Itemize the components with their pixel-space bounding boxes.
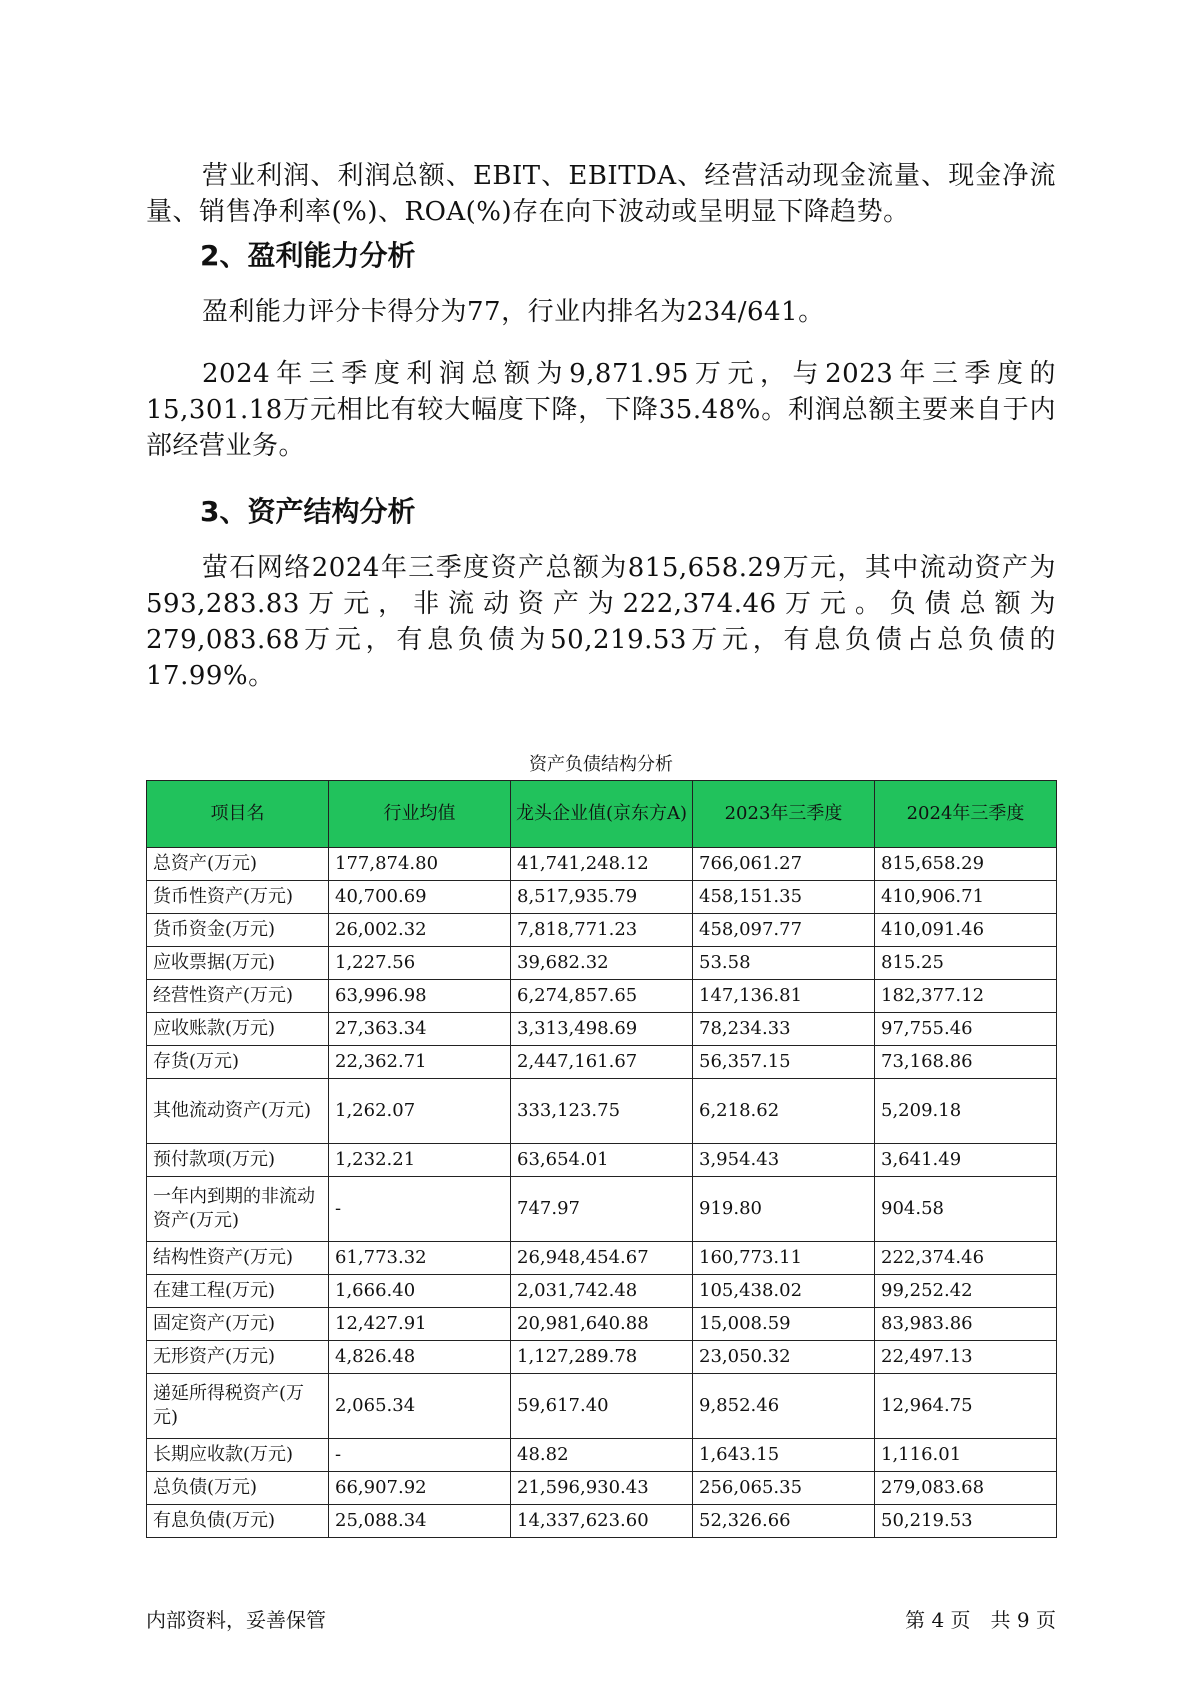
table-cell: 63,996.98: [329, 980, 511, 1013]
table-cell: 99,252.42: [875, 1275, 1057, 1308]
paragraph-total-profit: 2024年三季度利润总额为9,871.95万元，与2023年三季度的15,301.18万元相比有较大幅度下降，下降35.48%。利润总额主要来自于内部经营业务。: [146, 359, 1056, 461]
table-cell: 20,981,640.88: [511, 1308, 693, 1341]
table-cell: 1,227.56: [329, 947, 511, 980]
table-row-label: 无形资产(万元): [147, 1341, 329, 1374]
header-industry-avg: 行业均值: [329, 781, 511, 848]
table-row: [147, 1472, 1057, 1505]
table-row: [147, 1505, 1057, 1538]
header-leader-value: 龙头企业值(京东方A): [511, 781, 693, 848]
table-cell: 1,262.07: [329, 1079, 511, 1144]
table-cell: 410,906.71: [875, 881, 1057, 914]
table-row-label: 结构性资产(万元): [147, 1242, 329, 1275]
table-cell: 53.58: [693, 947, 875, 980]
table-cell: 222,374.46: [875, 1242, 1057, 1275]
table-cell: 26,002.32: [329, 914, 511, 947]
paragraph-profit-score: 盈利能力评分卡得分为77，行业内排名为234/641。: [202, 297, 825, 327]
table-row: [147, 1013, 1057, 1046]
table-row: [147, 914, 1057, 947]
table-cell: 904.58: [875, 1177, 1057, 1242]
table-cell: 4,826.48: [329, 1341, 511, 1374]
table-cell: 40,700.69: [329, 881, 511, 914]
table-cell: 2,031,742.48: [511, 1275, 693, 1308]
table-row: [147, 980, 1057, 1013]
table-cell: 26,948,454.67: [511, 1242, 693, 1275]
table-cell: 3,954.43: [693, 1144, 875, 1177]
table-cell: 21,596,930.43: [511, 1472, 693, 1505]
table-row-label: 长期应收款(万元): [147, 1439, 329, 1472]
table-row: [147, 947, 1057, 980]
table-row: [147, 881, 1057, 914]
table-cell: 6,274,857.65: [511, 980, 693, 1013]
table-cell: 39,682.32: [511, 947, 693, 980]
table-cell: 1,643.15: [693, 1439, 875, 1472]
header-item: 项目名: [147, 781, 329, 848]
table-row-label: 总资产(万元): [147, 848, 329, 881]
table-row: [147, 1439, 1057, 1472]
table-row-label: 货币资金(万元): [147, 914, 329, 947]
table-cell: 41,741,248.12: [511, 848, 693, 881]
table-cell: 3,641.49: [875, 1144, 1057, 1177]
table-cell: 12,964.75: [875, 1374, 1057, 1439]
table-cell: 23,050.32: [693, 1341, 875, 1374]
paragraph-asset-summary: 萤石网络2024年三季度资产总额为815,658.29万元，其中流动资产为593,283.83万元，非流动资产为222,374.46万元。负债总额为279,083.68万元，有息负债为50,219.53万元，有息负债占总负债的17.99%。: [146, 553, 1056, 691]
table-row: [147, 1242, 1057, 1275]
table-row-label: 货币性资产(万元): [147, 881, 329, 914]
table-row-label: 在建工程(万元): [147, 1275, 329, 1308]
table-row-label: 固定资产(万元): [147, 1308, 329, 1341]
table-cell: 59,617.40: [511, 1374, 693, 1439]
table-cell: 1,666.40: [329, 1275, 511, 1308]
table-cell: -: [329, 1439, 511, 1472]
table-row-label: 递延所得税资产(万元): [147, 1374, 329, 1439]
footer-page-number: 第 4 页 共 9 页: [905, 1608, 1056, 1632]
table-cell: 919.80: [693, 1177, 875, 1242]
table-cell: 5,209.18: [875, 1079, 1057, 1144]
table-row-label: 应收票据(万元): [147, 947, 329, 980]
table-cell: 97,755.46: [875, 1013, 1057, 1046]
table-row: [147, 1046, 1057, 1079]
table-row: [147, 1144, 1057, 1177]
table-row-label: 经营性资产(万元): [147, 980, 329, 1013]
table-cell: 48.82: [511, 1439, 693, 1472]
table-cell: 279,083.68: [875, 1472, 1057, 1505]
table-row-label: 存货(万元): [147, 1046, 329, 1079]
table-cell: 2,447,161.67: [511, 1046, 693, 1079]
heading-profitability: 2、盈利能力分析: [200, 239, 416, 272]
table-header-row: [147, 781, 1057, 848]
table-cell: 1,232.21: [329, 1144, 511, 1177]
table-row: [147, 1341, 1057, 1374]
table-cell: 66,907.92: [329, 1472, 511, 1505]
table-cell: 2,065.34: [329, 1374, 511, 1439]
table-cell: 182,377.12: [875, 980, 1057, 1013]
table-row: [147, 1374, 1057, 1439]
table-row: [147, 1177, 1057, 1242]
table-cell: 25,088.34: [329, 1505, 511, 1538]
table-cell: 78,234.33: [693, 1013, 875, 1046]
table-cell: 815,658.29: [875, 848, 1057, 881]
header-2023-q3: 2023年三季度: [693, 781, 875, 848]
heading-asset-structure: 3、资产结构分析: [200, 495, 416, 528]
table-cell: 15,008.59: [693, 1308, 875, 1341]
table-cell: 3,313,498.69: [511, 1013, 693, 1046]
table-cell: 766,061.27: [693, 848, 875, 881]
paragraph-trend: 营业利润、利润总额、EBIT、EBITDA、经营活动现金流量、现金净流量、销售净利率(%)、ROA(%)存在向下波动或呈明显下降趋势。: [146, 161, 1056, 227]
table-cell: 50,219.53: [875, 1505, 1057, 1538]
table-row-label: 其他流动资产(万元): [147, 1079, 329, 1144]
table-cell: 458,097.77: [693, 914, 875, 947]
table-cell: 27,363.34: [329, 1013, 511, 1046]
table-cell: 256,065.35: [693, 1472, 875, 1505]
table-cell: 73,168.86: [875, 1046, 1057, 1079]
balance-sheet-table: [146, 780, 1057, 1538]
table-cell: 333,123.75: [511, 1079, 693, 1144]
table-cell: 747.97: [511, 1177, 693, 1242]
table-cell: 458,151.35: [693, 881, 875, 914]
table-cell: 22,362.71: [329, 1046, 511, 1079]
table-cell: 815.25: [875, 947, 1057, 980]
table-row-label: 总负债(万元): [147, 1472, 329, 1505]
table-row: [147, 848, 1057, 881]
footer-confidential: 内部资料，妥善保管: [146, 1608, 326, 1632]
table-row-label: 预付款项(万元): [147, 1144, 329, 1177]
table-cell: 12,427.91: [329, 1308, 511, 1341]
table-cell: 410,091.46: [875, 914, 1057, 947]
table-cell: 52,326.66: [693, 1505, 875, 1538]
table-cell: 6,218.62: [693, 1079, 875, 1144]
table-cell: 63,654.01: [511, 1144, 693, 1177]
table-cell: 61,773.32: [329, 1242, 511, 1275]
table-row-label: 应收账款(万元): [147, 1013, 329, 1046]
table-row-label: 一年内到期的非流动资产(万元): [147, 1177, 329, 1242]
table-cell: 22,497.13: [875, 1341, 1057, 1374]
table-row-label: 有息负债(万元): [147, 1505, 329, 1538]
table-cell: 56,357.15: [693, 1046, 875, 1079]
table-cell: 1,116.01: [875, 1439, 1057, 1472]
table-cell: 160,773.11: [693, 1242, 875, 1275]
table-cell: 9,852.46: [693, 1374, 875, 1439]
table-row: [147, 1275, 1057, 1308]
table-cell: 147,136.81: [693, 980, 875, 1013]
table-caption: 资产负债结构分析: [529, 754, 673, 775]
table-body: [147, 848, 1057, 1538]
table-cell: 105,438.02: [693, 1275, 875, 1308]
table-cell: -: [329, 1177, 511, 1242]
table-cell: 7,818,771.23: [511, 914, 693, 947]
table-cell: 1,127,289.78: [511, 1341, 693, 1374]
header-2024-q3: 2024年三季度: [875, 781, 1057, 848]
table-cell: 177,874.80: [329, 848, 511, 881]
table-row: [147, 1308, 1057, 1341]
table-cell: 83,983.86: [875, 1308, 1057, 1341]
table-cell: 8,517,935.79: [511, 881, 693, 914]
table-cell: 14,337,623.60: [511, 1505, 693, 1538]
table-row: [147, 1079, 1057, 1144]
